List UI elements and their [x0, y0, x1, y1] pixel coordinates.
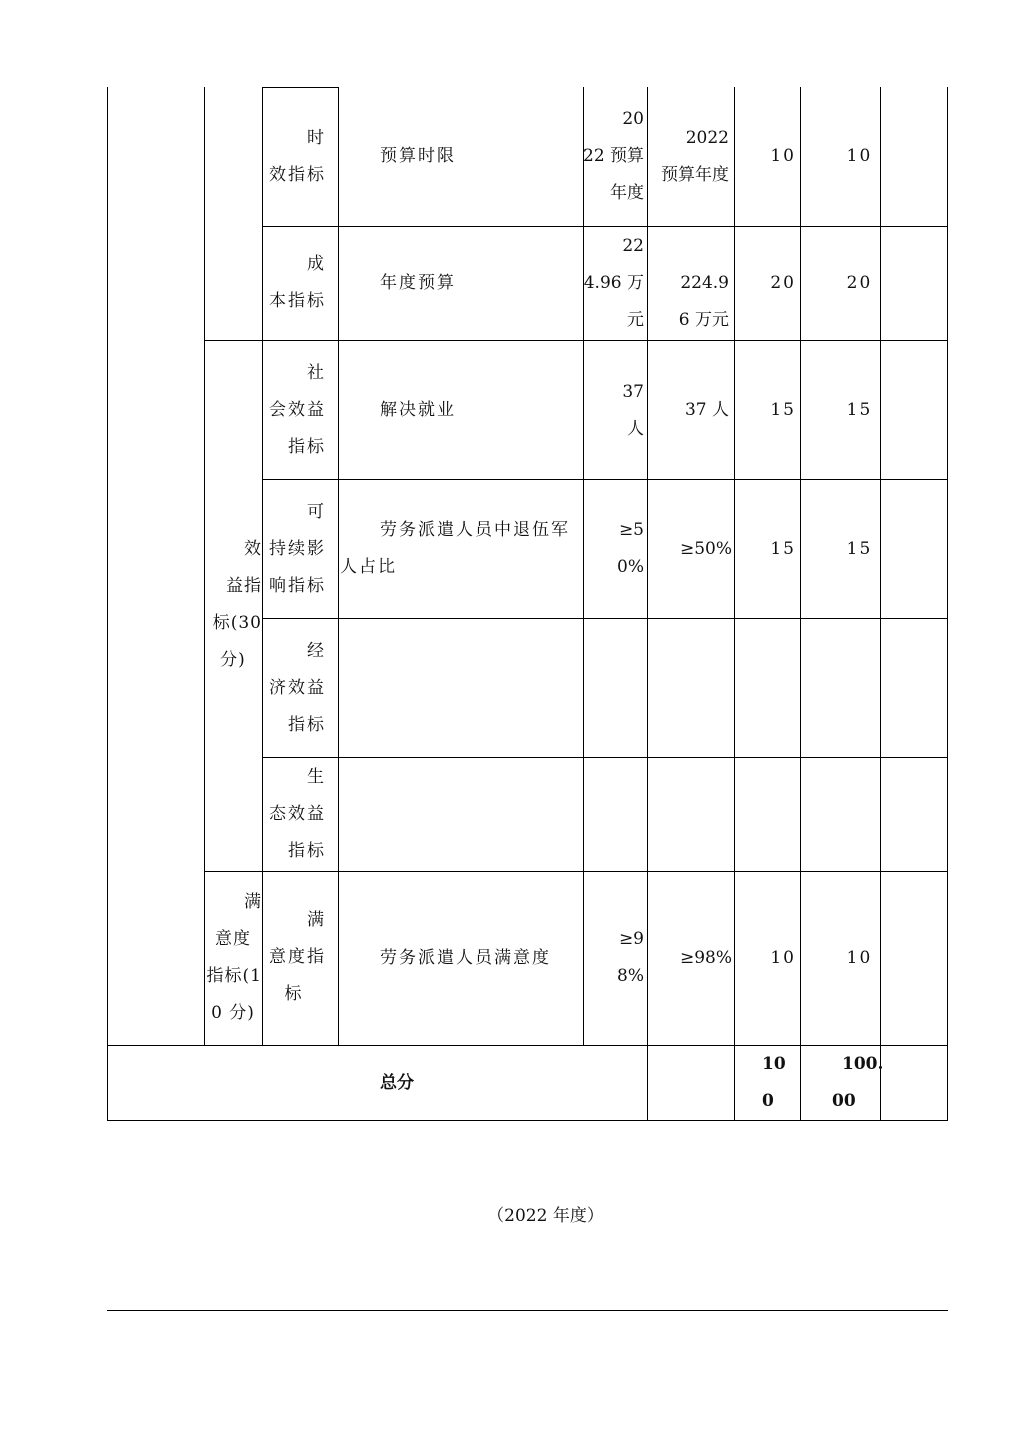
weight-cell: 10	[770, 948, 796, 968]
grid-line	[947, 87, 948, 1121]
indicator-cell: 预算时限	[380, 146, 456, 166]
actual-cell: 224.9 6 万元	[678, 273, 729, 330]
target-cell: 22 4.96 万 元	[583, 236, 644, 330]
category-cell: 时 效指标	[269, 128, 326, 185]
footer-rule	[107, 1310, 948, 1311]
category-cell: 社 会效益 指标	[269, 363, 326, 457]
score-cell: 10	[846, 146, 873, 166]
category-cell: 满 意度指 标	[269, 910, 326, 1004]
actual-cell: 37 人	[684, 400, 729, 420]
grid-line	[338, 87, 339, 1046]
total-weight: 10 0	[762, 1054, 786, 1111]
category-cell: 可 持续影 响指标	[269, 502, 326, 596]
grid-line	[204, 871, 948, 872]
weight-cell: 15	[770, 400, 796, 420]
category-cell: 生 态效益 指标	[269, 767, 326, 861]
category-cell: 成 本指标	[269, 254, 326, 311]
total-score: 100. 00	[832, 1054, 884, 1111]
group-label-satisfaction: 满 意度 指标(1 0 分)	[206, 892, 262, 1023]
target-cell: ≥5 0%	[617, 520, 644, 577]
score-cell: 20	[846, 273, 873, 293]
score-cell: 10	[846, 948, 873, 968]
grid-line	[262, 226, 948, 227]
grid-line	[204, 340, 948, 341]
indicator-cell: 劳务派遣人员满意度	[380, 948, 551, 968]
target-cell: ≥9 8%	[617, 929, 644, 986]
actual-cell: ≥50%	[679, 539, 732, 559]
indicator-cell: 劳务派遣人员中退伍军 人占比	[340, 520, 570, 577]
grid-line	[262, 618, 948, 619]
weight-cell: 15	[770, 539, 796, 559]
group-label-benefit: 效 益指 标(30 分)	[212, 539, 262, 670]
total-label: 总分	[380, 1073, 414, 1093]
category-cell: 经 济效益 指标	[269, 641, 326, 735]
indicator-cell: 解决就业	[380, 400, 456, 420]
grid-line	[107, 87, 108, 1121]
grid-line	[262, 757, 948, 758]
grid-line	[262, 479, 948, 480]
weight-cell: 10	[770, 146, 796, 166]
target-cell: 37 人	[622, 382, 644, 439]
actual-cell: 2022 预算年度	[661, 128, 729, 185]
score-cell: 15	[846, 400, 873, 420]
target-cell: 20 22 预算 年度	[583, 109, 645, 203]
grid-line	[262, 87, 339, 88]
grid-line	[107, 1045, 948, 1046]
actual-cell: ≥98%	[679, 948, 732, 968]
score-cell: 15	[846, 539, 873, 559]
grid-line	[107, 1120, 948, 1121]
weight-cell: 20	[770, 273, 796, 293]
indicator-cell: 年度预算	[380, 273, 456, 293]
footer-year: （2022 年度）	[487, 1206, 604, 1226]
